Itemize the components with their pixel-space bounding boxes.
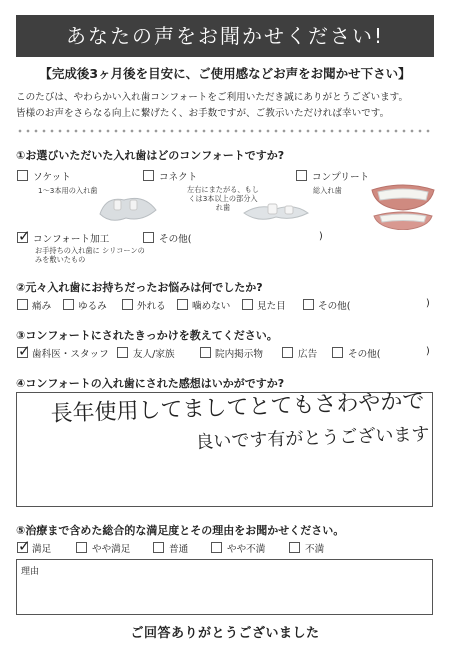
q1-complete-note: 総入れ歯: [313, 186, 342, 195]
subtitle: 【完成後3ヶ月後を目安に、ご使用感などお声をお聞かせ下さい】: [39, 66, 411, 81]
q2-other-label: その他(: [318, 301, 351, 312]
q5-reason-label: 理由: [21, 567, 40, 577]
connect-denture-image: [240, 195, 310, 225]
q5-satisfied-checkbox[interactable]: [17, 542, 28, 553]
socket-denture-image: [92, 188, 162, 228]
q5-somewhat-dissatisfied-checkbox[interactable]: [211, 542, 222, 553]
q1-connect-label: コネクト: [159, 172, 198, 183]
q1-other-label: その他(: [159, 234, 192, 245]
q2-falls-out-label: 外れる: [137, 301, 166, 312]
q5-somewhat-satisfied-label: やや満足: [92, 544, 131, 555]
q3-other-checkbox[interactable]: [332, 347, 343, 358]
q1-complete-checkbox[interactable]: [296, 170, 307, 181]
q5-somewhat-dissatisfied-label: やや不満: [227, 544, 266, 555]
q2-pain-checkbox[interactable]: [17, 299, 28, 310]
q1-other-close-paren: ): [319, 231, 323, 242]
q5-neutral-label: 普通: [169, 544, 189, 555]
q2-other-checkbox[interactable]: [303, 299, 314, 310]
q4-handwritten-line-2: 良いです有がとうございます: [195, 423, 430, 453]
q5-somewhat-satisfied-checkbox[interactable]: [76, 542, 87, 553]
q1-socket-checkbox[interactable]: [17, 170, 28, 181]
q5-question: ⑤治療まで含めた総合的な満足度とその理由をお聞かせください。: [16, 524, 345, 537]
q2-cannot-chew-checkbox[interactable]: [177, 299, 188, 310]
q1-connect-checkbox[interactable]: [143, 170, 154, 181]
q1-socket-note: 1～3本用の入れ歯: [38, 186, 98, 195]
title-banner: あなたの声をお聞かせください!: [16, 15, 434, 57]
q5-satisfied-label: 満足: [32, 544, 52, 555]
q1-comfort-processing-label: コンフォート加工: [33, 234, 110, 245]
q3-other-label: その他(: [348, 349, 381, 360]
q1-connect-note: 左右にまたがる、もしくは3本以上の部分入れ歯: [187, 185, 259, 212]
q2-loose-label: ゆるみ: [78, 301, 107, 312]
q3-advertisement-checkbox[interactable]: [282, 347, 293, 358]
q5-dissatisfied-label: 不満: [305, 544, 325, 555]
q3-other-close-paren: ): [426, 346, 430, 357]
q3-friend-family-label: 友人/家族: [133, 349, 175, 360]
complete-denture-image: [368, 178, 438, 230]
closing-message: ご回答ありがとうございました: [130, 626, 320, 641]
q3-advertisement-label: 広告: [298, 349, 318, 360]
q3-clinic-poster-checkbox[interactable]: [200, 347, 211, 358]
q5-reason-box[interactable]: [16, 559, 433, 615]
q2-other-close-paren: ): [426, 298, 430, 309]
intro-text: [16, 90, 441, 122]
q2-falls-out-checkbox[interactable]: [122, 299, 133, 310]
q3-dentist-staff-checkbox[interactable]: [17, 347, 28, 358]
q3-clinic-poster-label: 院内掲示物: [215, 349, 263, 360]
q3-question: ③コンフォートにされたきっかけを教えてください。: [16, 329, 278, 342]
intro-line-2: 皆様のお声をさらなる向上に繋げたく、お手数ですが、ご教示いただければ幸いです。: [16, 108, 390, 119]
q3-friend-family-checkbox[interactable]: [117, 347, 128, 358]
q4-question: ④コンフォートの入れ歯にされた感想はいかがですか?: [16, 377, 285, 390]
q2-appearance-checkbox[interactable]: [242, 299, 253, 310]
q1-question: ①お選びいただいた入れ歯はどのコンフォートですか?: [16, 149, 285, 162]
q1-complete-label: コンプリート: [312, 172, 370, 183]
q5-dissatisfied-checkbox[interactable]: [289, 542, 300, 553]
dotted-divider: [16, 129, 434, 133]
intro-line-1: このたびは、やわらかい入れ歯コンフォートをご利用いただき誠にありがとうございます。: [16, 92, 409, 103]
q2-appearance-label: 見た目: [257, 301, 286, 312]
q5-neutral-checkbox[interactable]: [153, 542, 164, 553]
q2-pain-label: 痛み: [32, 301, 52, 312]
q2-cannot-chew-label: 噛めない: [192, 301, 231, 312]
q1-comfort-processing-note: お手持ちの入れ歯に シリコーンのみを敷いたもの: [35, 246, 145, 264]
q1-comfort-processing-checkbox[interactable]: [17, 232, 28, 243]
q2-loose-checkbox[interactable]: [63, 299, 74, 310]
q3-dentist-staff-label: 歯科医・スタッフ: [32, 349, 109, 360]
q4-handwritten-line-1: 長年使用してましてとてもさわやかで: [50, 388, 425, 427]
q2-question: ②元々入れ歯にお持ちだったお悩みは何でしたか?: [16, 281, 263, 294]
q1-socket-label: ソケット: [33, 172, 71, 183]
q1-other-checkbox[interactable]: [143, 232, 154, 243]
